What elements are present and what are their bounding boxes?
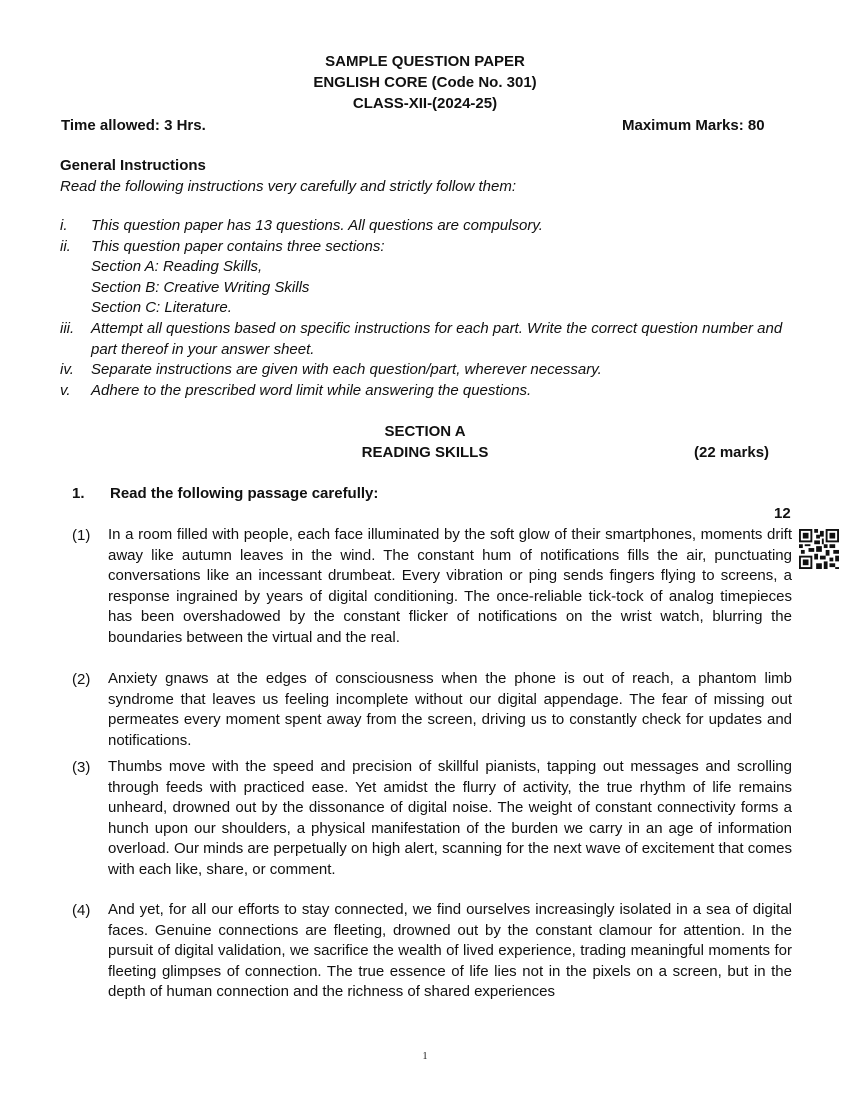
instruction-text: This question paper contains three sections: [91,237,385,255]
instruction-item [60,319,800,360]
instruction-text: Separate instructions are given with each question/part, wherever necessary. [91,361,602,379]
instruction-text: Attempt all questions based on specific instructions for each part. Write the correct question number and part thereof in your answer sheet. [91,319,783,358]
instruction-text: This question paper has 13 questions. All questions are compulsory. [91,217,543,234]
question-number: 1. [72,485,85,502]
paragraph-number: (3) [72,759,91,776]
instruction-text: Adhere to the prescribed word limit while answering the questions. [91,381,532,399]
passage-paragraph: Thumbs move with the speed and precision of skillful pianists, tapping out messages and scrolling through feeds with practiced ease. Yet amidst the flurry of activity, the true rhythm of life remains unheard, drowned out by the dissonance of digital noise. The weight of constant connectivity forms a hunch upon our shoulders, a physical manifestation of the burden we carry in an age of information overload. Our minds are perpetually on high alert, scanning for the next wave of excitement that comes with each like, share, or comment. [108,758,792,878]
section-title: SECTION A [384,423,466,440]
section-marks: (22 marks) [694,444,770,461]
instruction-number: iv. [60,361,74,379]
section-subtitle: READING SKILLS [361,444,489,461]
instructions-list [60,216,800,401]
instruction-number: i. [60,217,68,234]
qr-code-icon [799,528,839,570]
class-title: CLASS-XII-(2024-25) [352,95,498,112]
question-prompt: Read the following passage carefully: [110,485,379,502]
instruction-number: iii. [60,319,75,337]
subject-title: ENGLISH CORE (Code No. 301) [313,74,537,91]
question-marks: 12 [774,505,791,522]
paper-title: SAMPLE QUESTION PAPER [325,53,525,70]
instruction-subitem: Section A: Reading Skills, [91,258,263,276]
maximum-marks: Maximum Marks: 80 [622,117,765,134]
instruction-number: ii. [60,237,71,255]
instruction-subitem: Section B: Creative Writing Skills [91,278,310,296]
passage-paragraph: Anxiety gnaws at the edges of consciousness when the phone is out of reach, a phantom limb syndrome that leaves us feeling incomplete without our digital appendage. The fear of missing out permeates every moment spent away from the screen, driving us to constantly check for updates and notifications. [108,670,792,749]
instructions-intro: Read the following instructions very carefully and strictly follow them: [60,178,517,195]
instruction-item [60,360,800,381]
instruction-item [60,237,800,319]
instruction-number: v. [60,381,71,399]
instructions-heading: General Instructions [60,157,206,174]
paragraph-number: (1) [72,527,91,544]
time-allowed: Time allowed: 3 Hrs. [61,117,206,134]
paragraph-number: (2) [72,671,91,688]
passage-paragraph: And yet, for all our efforts to stay connected, we find ourselves increasingly isolated in a sea of digital faces. Genuine connections are fleeting, drowned out by the constant clamour for attention. In the pursuit of digital validation, we sacrifice the wealth of lived experience, trading meaningful moments for fleeting glimpses of connection. The true essence of life lies not in the pixels on a screen, but in the depth of human connection and the richness of shared experiences [108,901,792,1001]
page-number: 1 [422,1051,428,1062]
paragraph-number: (4) [72,902,91,919]
instruction-subitem: Section C: Literature. [91,299,232,317]
passage-paragraph: In a room filled with people, each face illuminated by the soft glow of their smartphones, moments drift away like autumn leaves in the wind. The constant hum of notifications fills the air, punctuating conversations like an incessant drumbeat. Every vibration or ping sends fingers flying to screens, a response ingrained by years of digital conditioning. The once-reliable tick-tock of analog timepieces has been overshadowed by the constant flicker of notifications on the wrist watch, blurring the boundaries between the virtual and the real. [108,526,792,646]
instruction-item [60,381,800,402]
instruction-item [60,216,800,237]
